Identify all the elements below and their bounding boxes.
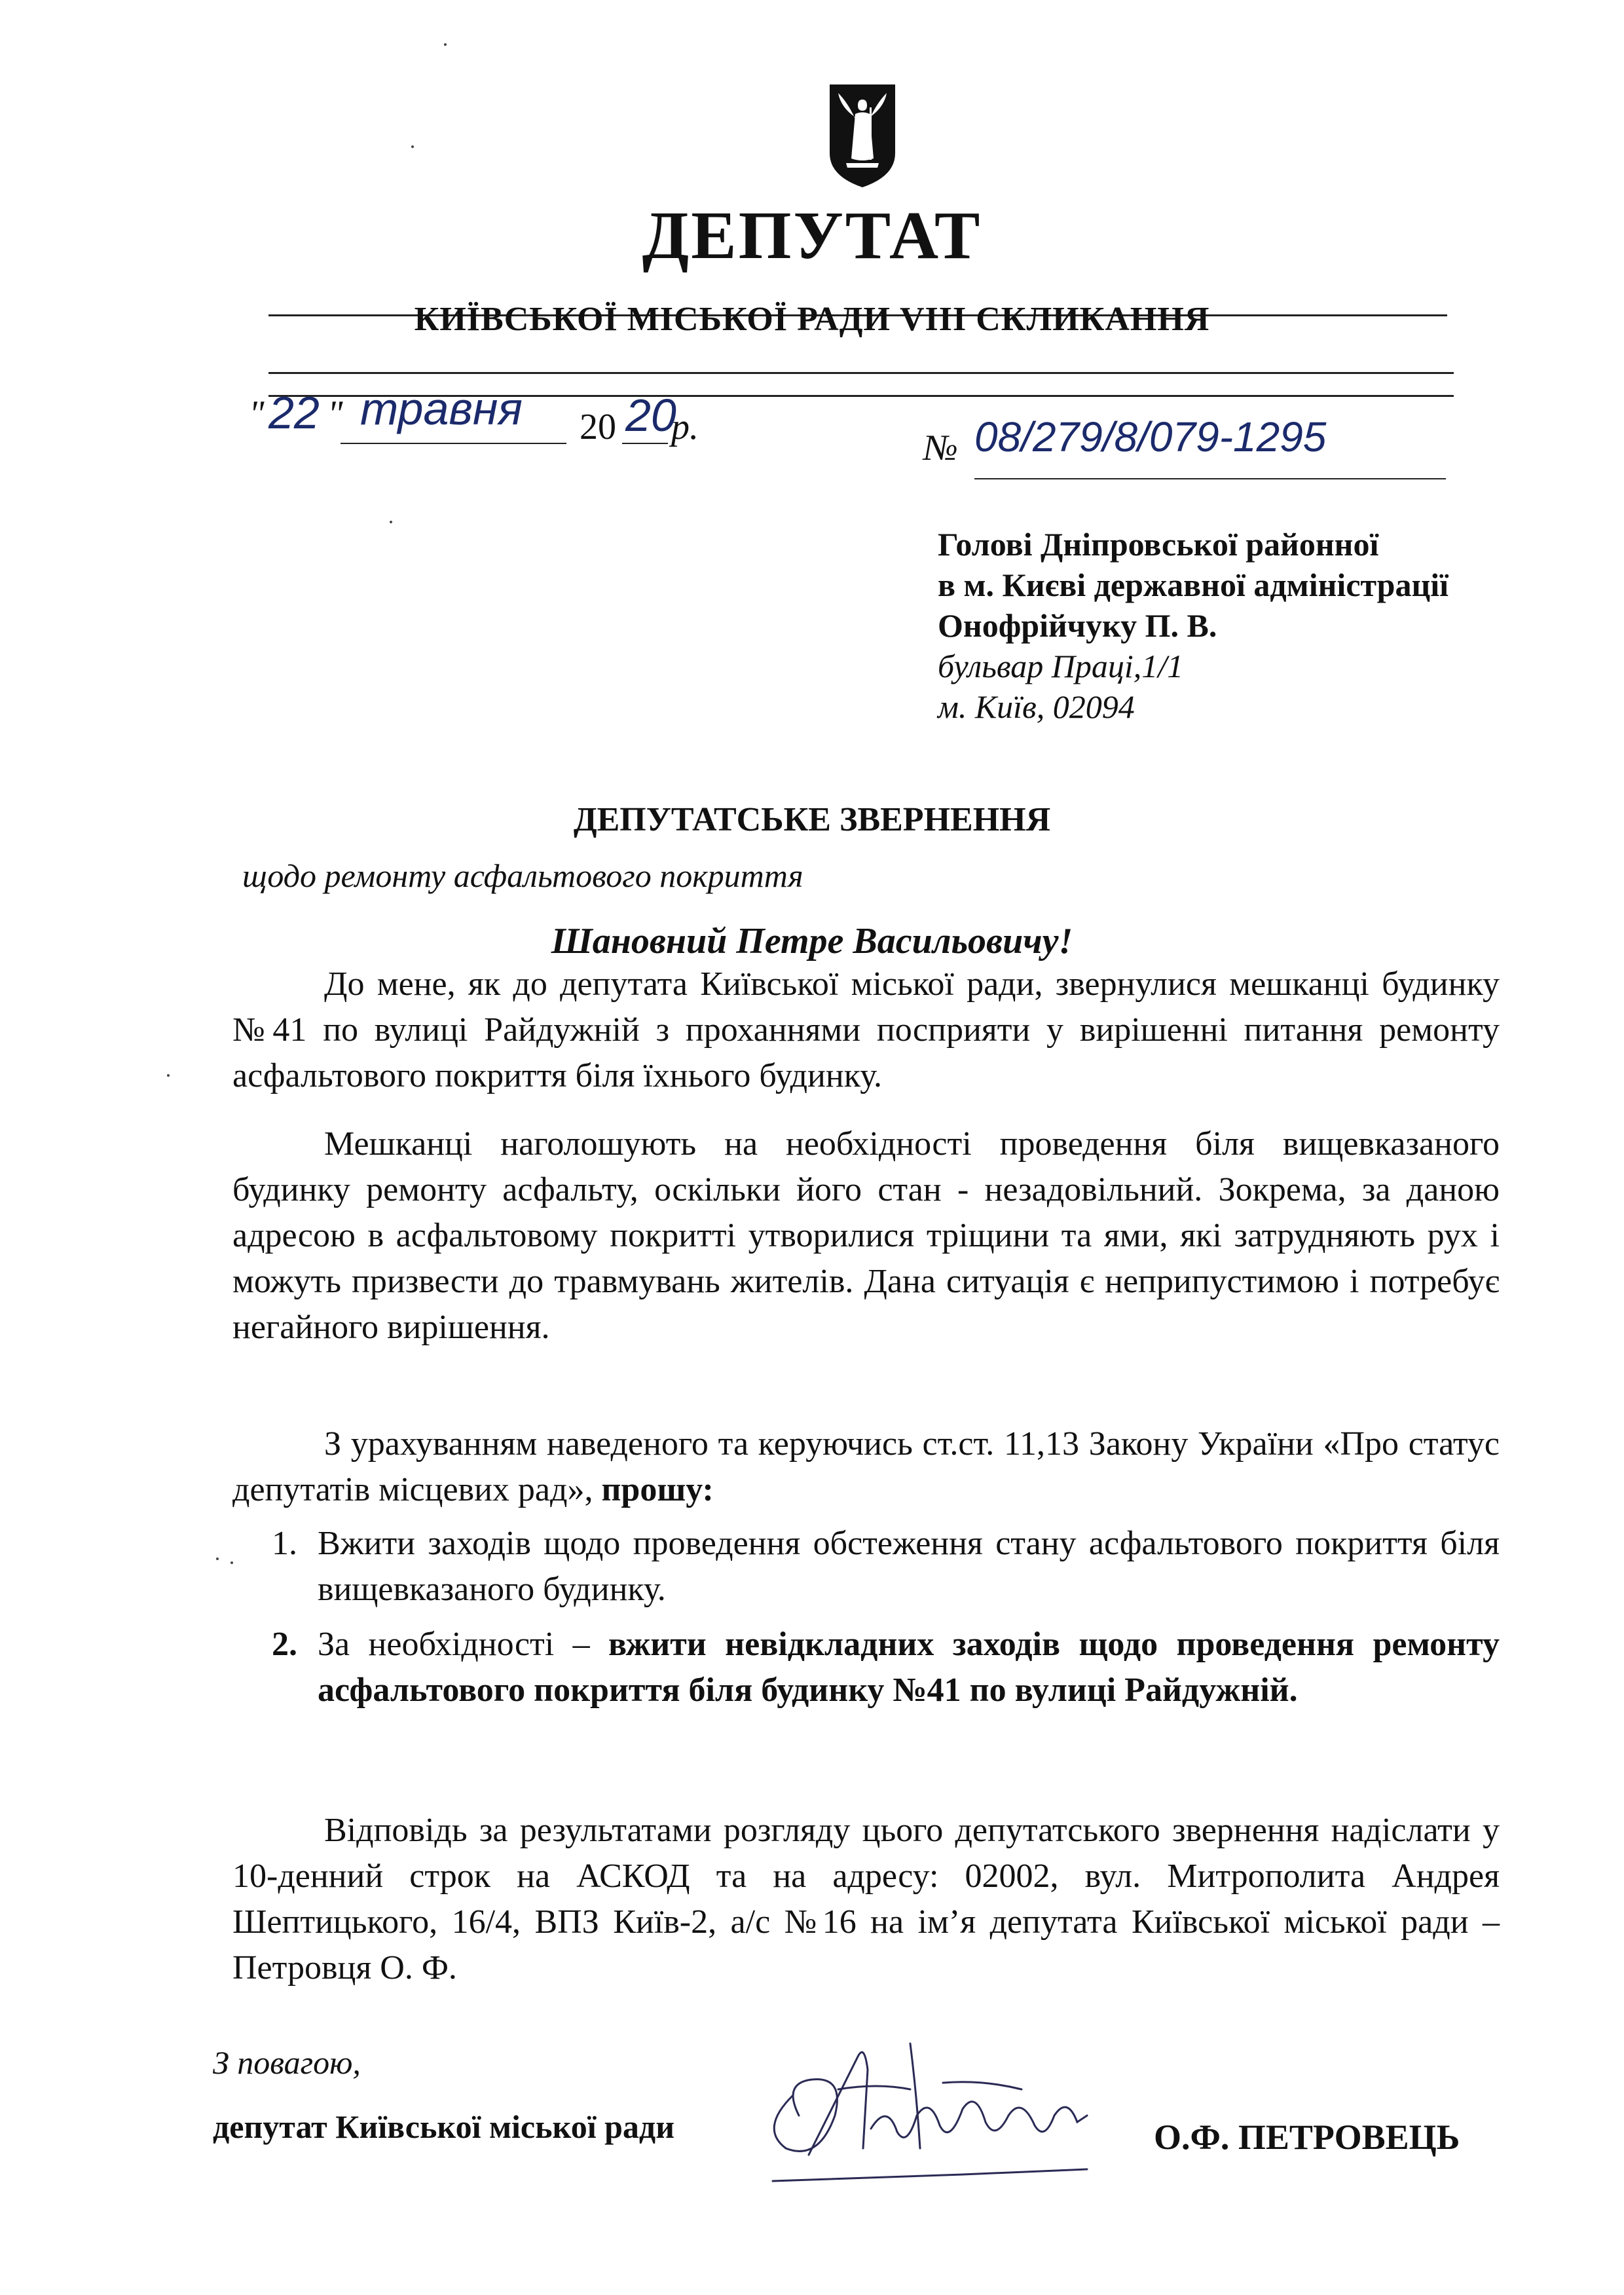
number-value: 08/279/8/079-1295: [974, 413, 1327, 460]
letter-heading: ДЕПУТАТСЬКЕ ЗВЕРНЕННЯ: [573, 801, 1051, 838]
scan-speck: [390, 521, 392, 523]
scan-speck: [167, 1074, 170, 1077]
paragraph: До мене, як до депутата Київської міської ради, звернулися мешканці будинку №41 по вулиці Райдужній з проханнями посприяти у вирішенні питання ремонту асфальтового покриття біля їхнього будинку.: [232, 965, 1500, 1094]
scan-speck: [411, 145, 414, 148]
scan-speck: [216, 1558, 219, 1560]
letter-subject: щодо ремонту асфальтового покриття: [242, 857, 803, 894]
signer-role: депутат Київської міської ради: [213, 2108, 675, 2145]
recipient-line: м. Київ, 02094: [938, 688, 1135, 725]
page-title: ДЕПУТАТ: [642, 198, 982, 273]
paragraph: Відповідь за результатами розгляду цього депутатського звернення надіслати у 10-денний строк на АСКОД та на адресу: 02002, вул. Митрополита Андрея Шептицького, 16/4, ВПЗ Київ-2, а/с №16 на ім’я депутата Київської міської ради – Петровця О. Ф.: [232, 1812, 1500, 1987]
kyiv-coat-of-arms-icon: [826, 81, 898, 189]
header-divider: [268, 372, 1454, 374]
paragraph: Мешканці наголошують на необхідності проведення біля вищевказаного будинку ремонту асфальту, оскільки його стан - незадовільний. Зокрема, за даною адресою в асфальтовому покритті утворилися тріщини та ями, які затрудняють рух і можуть призвести до травмувань жителів. Дана ситуація є неприпустимою і потребує негайного вирішення.: [232, 1125, 1500, 1346]
recipient-line: бульвар Праці,1/1: [938, 648, 1184, 684]
letter-number: [923, 413, 1447, 478]
request-list: [272, 1521, 1500, 1618]
recipient-block: [938, 524, 1449, 727]
request-list: [272, 1622, 1500, 1719]
paragraph: З урахуванням наведеного та керуючись ст.ст. 11,13 Закону України «Про статус депутатів місцевих рад», прошу:: [232, 1425, 1500, 1508]
date-month: травня: [360, 383, 523, 434]
date-suffix: р.: [671, 407, 699, 447]
handwritten-signature: [747, 2017, 1153, 2214]
list-item: 2. За необхідності – вжити невідкладних заходів щодо проведення ремонту асфальтового покриття біля будинку №41 по вулиці Райдужній.: [272, 1626, 1500, 1709]
scan-speck: [444, 43, 447, 46]
recipient-line: Голові Дніпровської районної: [938, 526, 1379, 563]
number-label: №: [923, 428, 958, 468]
closing-phrase: З повагою,: [213, 2044, 361, 2081]
date-year-suffix: 20: [625, 390, 676, 441]
date-year-prefix: 20: [580, 407, 616, 447]
signer-name: О.Ф. ПЕТРОВЕЦЬ: [1154, 2118, 1460, 2157]
recipient-line: в м. Києві державної адміністрації: [938, 567, 1449, 603]
recipient-line: Онофрійчуку П. В.: [938, 607, 1217, 644]
letter-date: " 22 " травня 20 20 р.: [249, 383, 699, 447]
list-item: 1. Вжити заходів щодо проведення обстеження стану асфальтового покриття біля вищевказаного будинку.: [272, 1525, 1500, 1608]
scan-speck: [231, 1561, 233, 1564]
page-subtitle: КИЇВСЬКОЇ МІСЬКОЇ РАДИ VIII СКЛИКАННЯ: [414, 301, 1210, 338]
date-day: 22: [268, 387, 320, 438]
letter-greeting: Шановний Петре Васильовичу!: [551, 921, 1073, 961]
